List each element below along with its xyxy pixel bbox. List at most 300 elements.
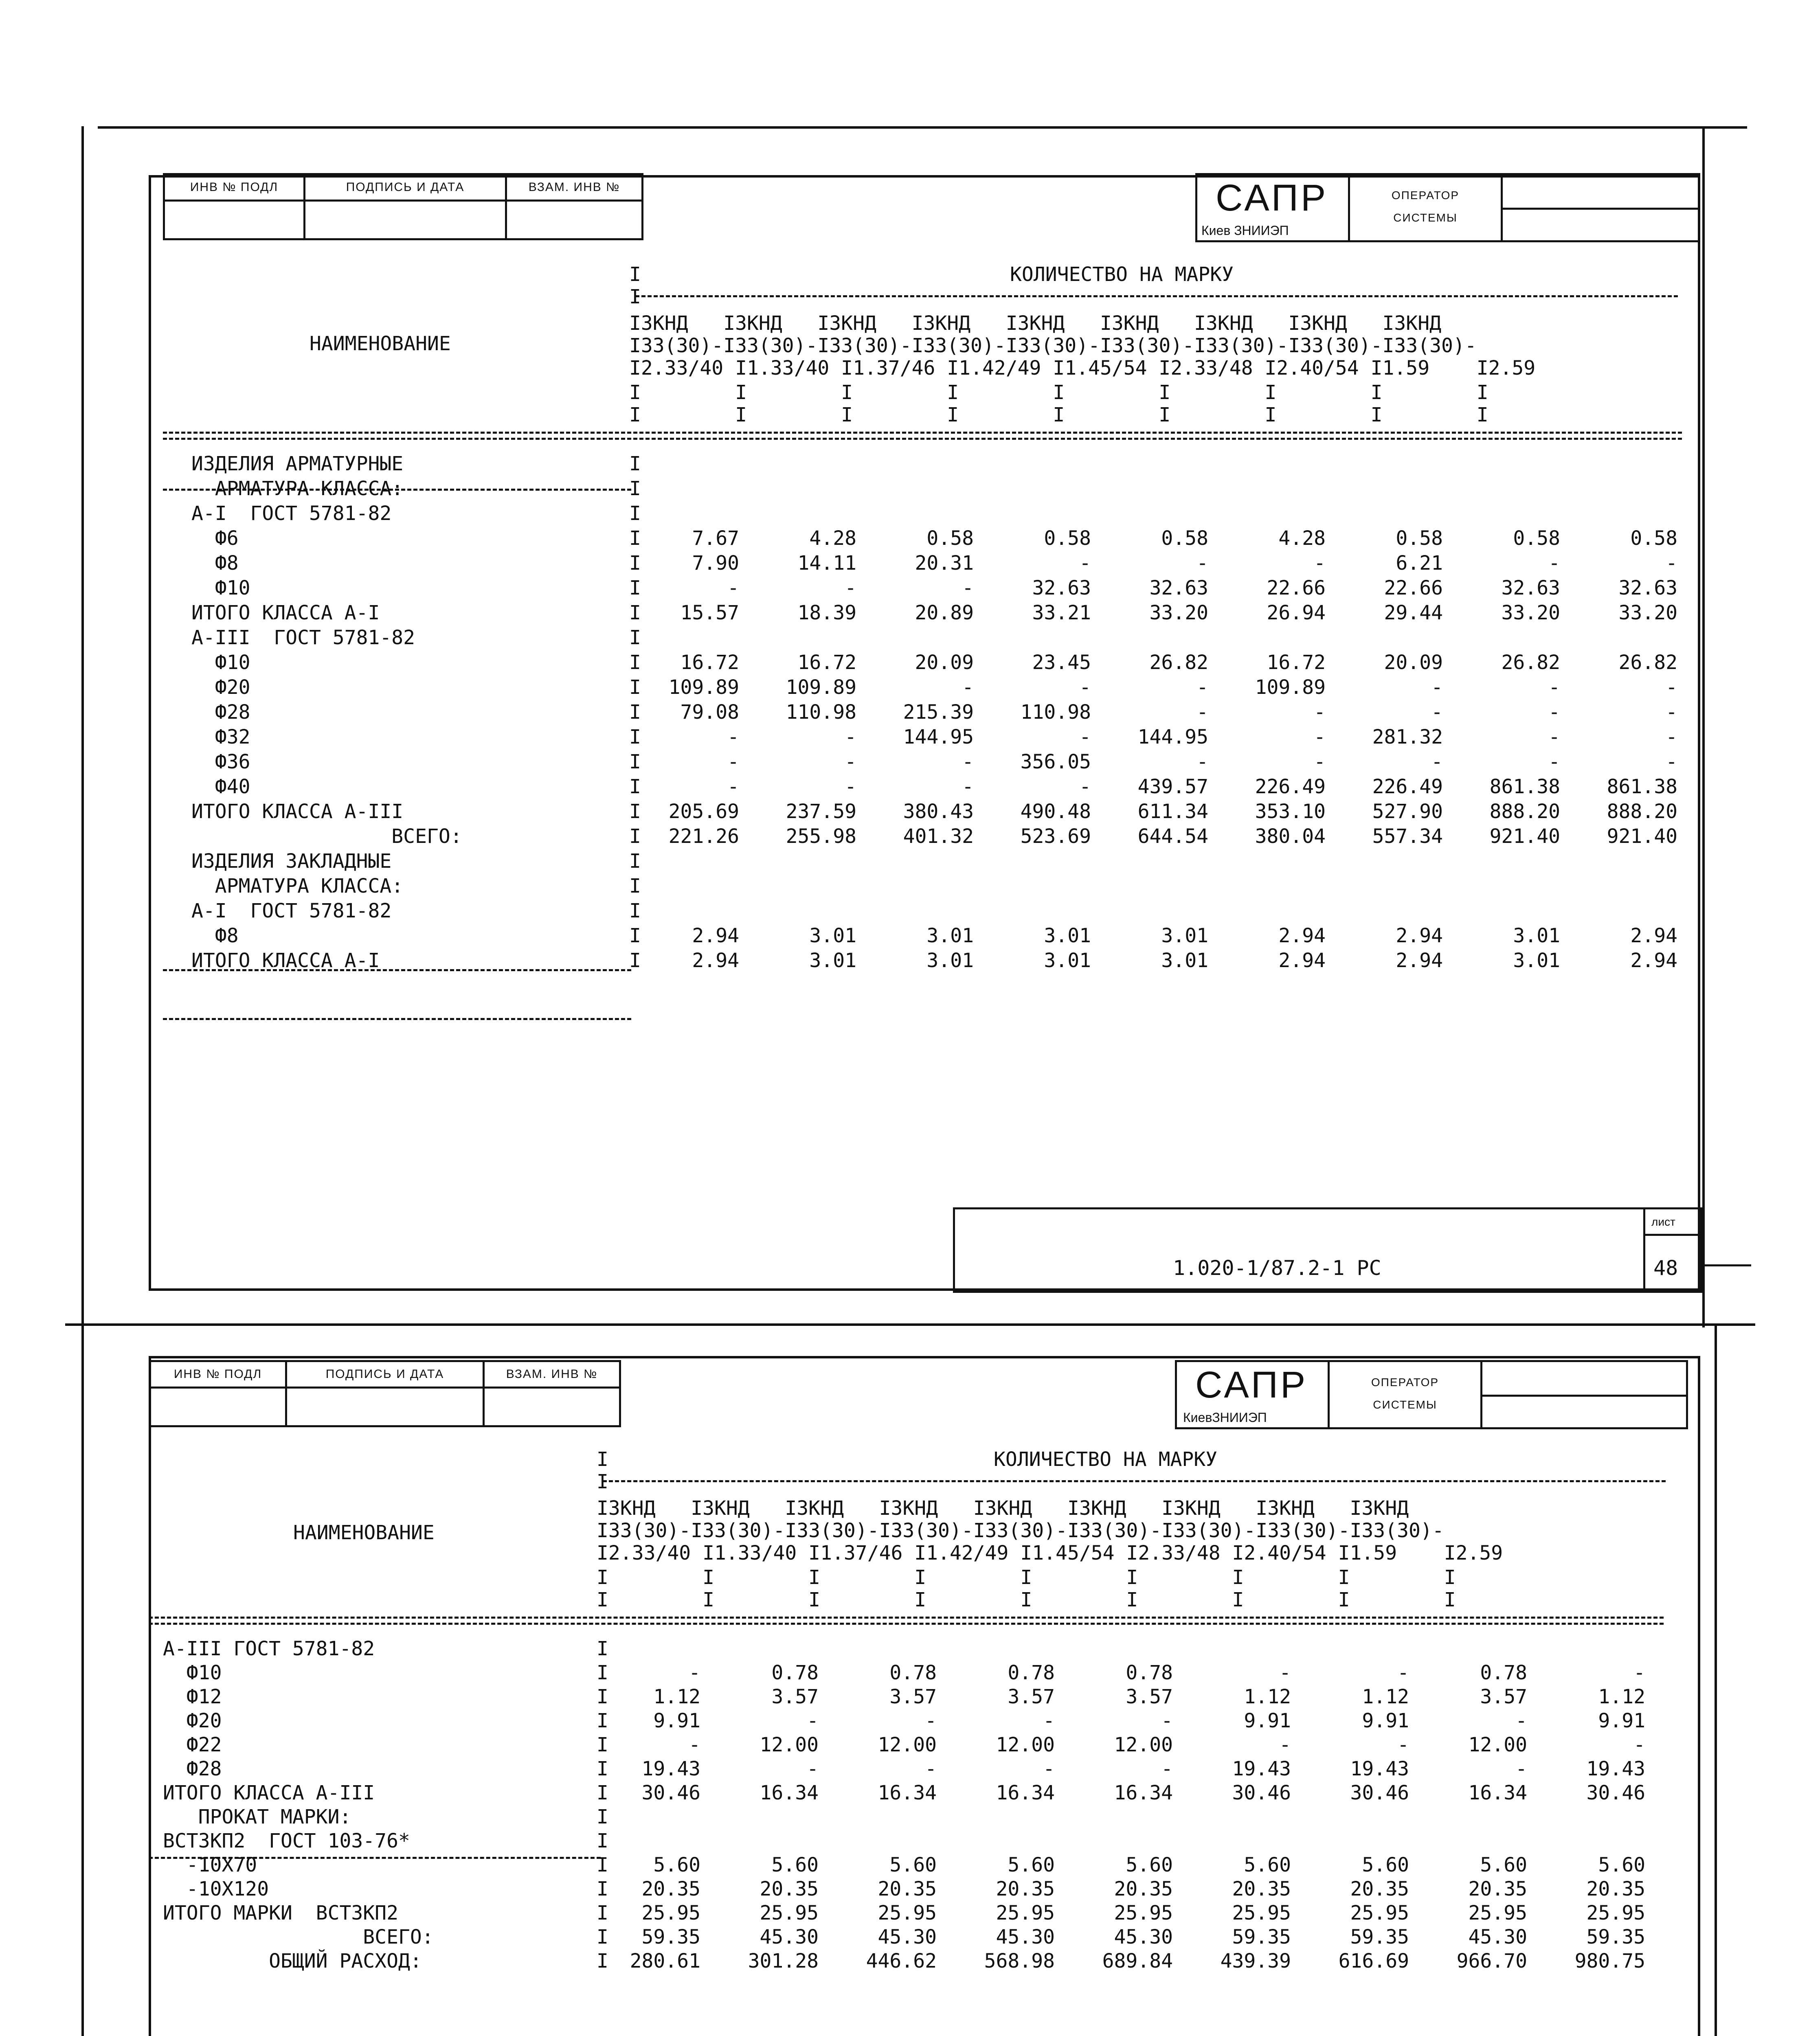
stamp-cell-inv: ИНВ № ПОДЛ bbox=[163, 173, 305, 202]
row-label: ИТОГО КЛАССА А-III bbox=[191, 800, 404, 823]
table-cell: 9.91 bbox=[1244, 1709, 1291, 1732]
row-column-marker: I bbox=[629, 601, 641, 624]
table-cell: 0.78 bbox=[771, 1661, 819, 1684]
table-cell: 0.58 bbox=[926, 527, 974, 550]
table-cell: - bbox=[1548, 676, 1560, 699]
table-cell: 3.01 bbox=[926, 924, 974, 947]
row-label: Ф28 bbox=[163, 1757, 222, 1780]
table-cell: 255.98 bbox=[786, 825, 856, 848]
table-cell: 109.89 bbox=[786, 676, 856, 699]
row-column-marker: I bbox=[597, 1830, 608, 1852]
table-cell: 2.94 bbox=[1630, 924, 1677, 947]
qty2-title: КОЛИЧЕСТВО НА МАРКУ bbox=[994, 1448, 1218, 1471]
row-column-marker: I bbox=[629, 775, 641, 798]
table-cell: - bbox=[1197, 701, 1208, 724]
name-col-header-2: НАИМЕНОВАНИЕ bbox=[293, 1521, 435, 1544]
row-column-marker: I bbox=[597, 1637, 608, 1660]
table-cell: 9.91 bbox=[1598, 1709, 1645, 1732]
table-cell: 25.95 bbox=[760, 1902, 819, 1924]
table-cell: 980.75 bbox=[1574, 1950, 1645, 1972]
table-cell: - bbox=[689, 1733, 700, 1756]
table-cell: 20.35 bbox=[641, 1878, 700, 1900]
table-cell: - bbox=[1314, 750, 1326, 773]
table-cell: 3.57 bbox=[1480, 1685, 1527, 1708]
row-label: А-I ГОСТ 5781-82 bbox=[191, 502, 392, 525]
table-cell: 439.57 bbox=[1137, 775, 1208, 798]
table-cell: - bbox=[1548, 552, 1560, 575]
table-cell: 5.60 bbox=[653, 1854, 700, 1876]
table-cell: 59.35 bbox=[1350, 1926, 1409, 1948]
stamp2-cell-empty-2 bbox=[285, 1387, 485, 1427]
marks-line-3: I2.33/40 I1.33/40 I1.37/46 I1.42/49 I1.45/54 I2.33/48 I2.40/54 I1.59 I2.59 bbox=[629, 357, 1536, 380]
table-cell: - bbox=[727, 750, 739, 773]
table-cell: - bbox=[1079, 676, 1091, 699]
table-cell: 20.35 bbox=[760, 1878, 819, 1900]
sheet-48-edge-tick bbox=[1702, 1264, 1751, 1266]
header-marker-1: I bbox=[629, 263, 641, 286]
table-cell: - bbox=[1515, 1709, 1527, 1732]
table-cell: 18.39 bbox=[797, 601, 856, 624]
table-cell: 301.28 bbox=[748, 1950, 819, 1972]
table-cell: 2.94 bbox=[1278, 924, 1326, 947]
table-cell: 2.94 bbox=[1396, 949, 1443, 972]
table-cell: - bbox=[1633, 1661, 1645, 1684]
table-cell: - bbox=[1548, 750, 1560, 773]
row-column-marker: I bbox=[597, 1709, 608, 1732]
table-cell: 20.35 bbox=[1114, 1878, 1173, 1900]
table-cell: 25.95 bbox=[878, 1902, 937, 1924]
marks-line-1: I3КНД I3КНД I3КНД I3КНД I3КНД I3КНД I3КНД I3КНД I3КНД bbox=[629, 312, 1441, 335]
table-cell: 0.78 bbox=[1480, 1661, 1527, 1684]
table-cell: - bbox=[807, 1709, 819, 1732]
row-column-marker: I bbox=[597, 1661, 608, 1684]
header2-column-markers-1: I I I I I I I I I bbox=[597, 1566, 1456, 1589]
table-cell: 611.34 bbox=[1137, 800, 1208, 823]
sapr-org: Киев ЗНИИЭП bbox=[1201, 223, 1289, 238]
table-cell: 523.69 bbox=[1020, 825, 1091, 848]
table-cell: 22.66 bbox=[1267, 577, 1326, 599]
sheet-48-list-label: лист bbox=[1651, 1215, 1675, 1228]
stamp2-cell-replace: ВЗАМ. ИНВ № bbox=[483, 1360, 621, 1389]
table-cell: 5.60 bbox=[1244, 1854, 1291, 1876]
table-cell: 2.94 bbox=[1396, 924, 1443, 947]
table-cell: 921.40 bbox=[1607, 825, 1677, 848]
sheet-48-list-rule bbox=[1643, 1234, 1702, 1236]
table-cell: 0.58 bbox=[1396, 527, 1443, 550]
page-edge-left bbox=[81, 126, 84, 2036]
table-cell: 20.09 bbox=[915, 651, 974, 674]
sapr-logo: САПР bbox=[1216, 177, 1328, 219]
row-label: ИТОГО КЛАССА А-I bbox=[191, 949, 380, 972]
table-cell: - bbox=[1431, 676, 1443, 699]
table-cell: 4.28 bbox=[1278, 527, 1326, 550]
table-cell: 3.01 bbox=[1044, 949, 1091, 972]
table-cell: 16.34 bbox=[1114, 1782, 1173, 1804]
header-double-rule bbox=[163, 432, 1682, 440]
row-label: Ф22 bbox=[163, 1733, 222, 1756]
table-cell: - bbox=[1314, 726, 1326, 748]
table-cell: 79.08 bbox=[680, 701, 739, 724]
table-cell: 25.95 bbox=[1350, 1902, 1409, 1924]
table-cell: 281.32 bbox=[1372, 726, 1443, 748]
table-cell: 20.35 bbox=[1232, 1878, 1291, 1900]
header-column-markers-2: I I I I I I I I I bbox=[629, 404, 1488, 426]
row-label: А-III ГОСТ 5781-82 bbox=[163, 1637, 375, 1660]
table-cell: 30.46 bbox=[1586, 1782, 1645, 1804]
operator-line-2: СИСТЕМЫ bbox=[1393, 211, 1458, 224]
section2-rule-1 bbox=[149, 1857, 601, 1859]
table-cell: - bbox=[689, 1661, 700, 1684]
table-cell: 861.38 bbox=[1489, 775, 1560, 798]
row-label: ПРОКАТ МАРКИ: bbox=[163, 1806, 351, 1828]
table-cell: 5.60 bbox=[1362, 1854, 1409, 1876]
table-cell: 1.12 bbox=[1244, 1685, 1291, 1708]
table-cell: - bbox=[1666, 750, 1677, 773]
table-cell: 557.34 bbox=[1372, 825, 1443, 848]
table-cell: - bbox=[845, 775, 856, 798]
row-label: ВСЕГО: bbox=[191, 825, 462, 848]
row-label: Ф36 bbox=[191, 750, 250, 773]
table-cell: 30.46 bbox=[1350, 1782, 1409, 1804]
table-cell: 0.58 bbox=[1044, 527, 1091, 550]
row-label: Ф32 bbox=[191, 726, 250, 748]
header-marker-2: I bbox=[629, 285, 641, 308]
table-cell: 2.94 bbox=[1630, 949, 1677, 972]
row-column-marker: I bbox=[597, 1782, 608, 1804]
table-cell: 12.00 bbox=[996, 1733, 1055, 1756]
row-label: -10Х120 bbox=[163, 1878, 269, 1900]
operator2-line-1: ОПЕРАТОР bbox=[1371, 1376, 1439, 1389]
table-cell: - bbox=[727, 726, 739, 748]
row-label: Ф10 bbox=[191, 651, 250, 674]
stamp2-cell-empty-1 bbox=[149, 1387, 287, 1427]
row-label: ВСТ3КП2 ГОСТ 103-76* bbox=[163, 1830, 410, 1852]
table-cell: - bbox=[962, 577, 974, 599]
table-cell: 110.98 bbox=[1020, 701, 1091, 724]
page-divider bbox=[65, 1323, 1755, 1326]
qty-title-rule bbox=[635, 295, 1678, 297]
table-cell: 25.95 bbox=[1468, 1902, 1527, 1924]
table-cell: 32.63 bbox=[1618, 577, 1677, 599]
marks-line-2: I33(30)-I33(30)-I33(30)-I33(30)-I33(30)-I33(30)-I33(30)-I33(30)-I33(30)- bbox=[629, 334, 1477, 357]
sheet-48-title-block bbox=[953, 1207, 1645, 1293]
table-cell: - bbox=[1043, 1709, 1055, 1732]
table-cell: 226.49 bbox=[1372, 775, 1443, 798]
stamp-cell-replace: ВЗАМ. ИНВ № bbox=[505, 173, 643, 202]
row-column-marker: I bbox=[597, 1685, 608, 1708]
table-cell: 644.54 bbox=[1137, 825, 1208, 848]
table-cell: - bbox=[1548, 726, 1560, 748]
table-cell: - bbox=[1079, 726, 1091, 748]
row-column-marker: I bbox=[597, 1806, 608, 1828]
row-column-marker: I bbox=[629, 701, 641, 724]
row-column-marker: I bbox=[629, 552, 641, 575]
row-column-marker: I bbox=[597, 1854, 608, 1876]
table-cell: 0.58 bbox=[1513, 527, 1560, 550]
table-cell: 7.90 bbox=[692, 552, 739, 575]
table-cell: 26.94 bbox=[1267, 601, 1326, 624]
table-cell: 380.04 bbox=[1255, 825, 1326, 848]
row-label: Ф12 bbox=[163, 1685, 222, 1708]
table-cell: 205.69 bbox=[668, 800, 739, 823]
table-cell: - bbox=[962, 775, 974, 798]
row-column-marker: I bbox=[629, 502, 641, 525]
row-column-marker: I bbox=[629, 750, 641, 773]
row-label: АРМАТУРА КЛАССА: bbox=[191, 477, 404, 500]
table-cell: 5.60 bbox=[889, 1854, 937, 1876]
row-column-marker: I bbox=[629, 800, 641, 823]
row-column-marker: I bbox=[597, 1902, 608, 1924]
table-cell: 16.34 bbox=[1468, 1782, 1527, 1804]
table-cell: 16.72 bbox=[1267, 651, 1326, 674]
table-cell: 20.31 bbox=[915, 552, 974, 575]
table-cell: 16.34 bbox=[878, 1782, 937, 1804]
table-cell: - bbox=[1666, 726, 1677, 748]
sapr2-org: КиевЗНИИЭП bbox=[1183, 1410, 1267, 1425]
table-cell: 25.95 bbox=[996, 1902, 1055, 1924]
table-cell: 29.44 bbox=[1384, 601, 1443, 624]
table-cell: 0.78 bbox=[1008, 1661, 1055, 1684]
table-cell: 2.94 bbox=[692, 949, 739, 972]
row-label: ОБЩИЙ РАСХОД: bbox=[163, 1950, 422, 1972]
row-column-marker: I bbox=[629, 626, 641, 649]
table-cell: 1.12 bbox=[1362, 1685, 1409, 1708]
table-cell: - bbox=[1397, 1733, 1409, 1756]
row-column-marker: I bbox=[629, 726, 641, 748]
table-cell: 2.94 bbox=[1278, 949, 1326, 972]
table-cell: 32.63 bbox=[1149, 577, 1208, 599]
table-cell: 353.10 bbox=[1255, 800, 1326, 823]
header2-marker-1: I bbox=[597, 1448, 608, 1471]
name-col-header: НАИМЕНОВАНИЕ bbox=[310, 332, 451, 355]
table-cell: - bbox=[1515, 1757, 1527, 1780]
stamp2-cell-empty-3 bbox=[483, 1387, 621, 1427]
table-cell: - bbox=[845, 577, 856, 599]
row-column-marker: I bbox=[629, 676, 641, 699]
table-cell: 446.62 bbox=[866, 1950, 937, 1972]
table-cell: - bbox=[1279, 1733, 1291, 1756]
table-cell: 12.00 bbox=[760, 1733, 819, 1756]
table-cell: 5.60 bbox=[1008, 1854, 1055, 1876]
stamp2-cell-inv: ИНВ № ПОДЛ bbox=[149, 1360, 287, 1389]
qty2-title-rule bbox=[603, 1480, 1666, 1482]
row-column-marker: I bbox=[629, 875, 641, 897]
table-cell: 3.57 bbox=[889, 1685, 937, 1708]
table-cell: 1.12 bbox=[653, 1685, 700, 1708]
table-cell: 16.72 bbox=[680, 651, 739, 674]
table-cell: 861.38 bbox=[1607, 775, 1677, 798]
row-column-marker: I bbox=[629, 949, 641, 972]
operator-box bbox=[1348, 173, 1503, 242]
row-column-marker: I bbox=[629, 452, 641, 475]
row-label: -10Х70 bbox=[163, 1854, 257, 1876]
row-label: Ф8 bbox=[191, 552, 239, 575]
table-cell: 32.63 bbox=[1501, 577, 1560, 599]
page-edge-right-2 bbox=[1715, 1323, 1717, 2036]
table-cell: 45.30 bbox=[760, 1926, 819, 1948]
table-cell: 3.01 bbox=[1161, 949, 1208, 972]
table-cell: - bbox=[1079, 552, 1091, 575]
table-cell: 356.05 bbox=[1020, 750, 1091, 773]
table-cell: 2.94 bbox=[692, 924, 739, 947]
table-cell: 7.67 bbox=[692, 527, 739, 550]
section-rule-1 bbox=[163, 489, 631, 491]
table-cell: 3.01 bbox=[1044, 924, 1091, 947]
row-label: ИЗДЕЛИЯ АРМАТУРНЫЕ bbox=[191, 452, 404, 475]
table-cell: 3.01 bbox=[809, 949, 856, 972]
table-cell: - bbox=[1161, 1709, 1173, 1732]
marks2-line-3: I2.33/40 I1.33/40 I1.37/46 I1.42/49 I1.45/54 I2.33/48 I2.40/54 I1.59 I2.59 bbox=[597, 1542, 1503, 1564]
table-cell: 966.70 bbox=[1456, 1950, 1527, 1972]
row-label: Ф10 bbox=[163, 1661, 222, 1684]
operator-field-line bbox=[1503, 208, 1698, 210]
section-rule-2 bbox=[163, 969, 631, 971]
table-cell: 0.78 bbox=[889, 1661, 937, 1684]
row-column-marker: I bbox=[629, 477, 641, 500]
table-cell: - bbox=[1079, 775, 1091, 798]
sapr2-logo: САПР bbox=[1195, 1364, 1308, 1406]
table-cell: 45.30 bbox=[1114, 1926, 1173, 1948]
stamp-cell-empty-1 bbox=[163, 200, 305, 240]
table-cell: 20.35 bbox=[1350, 1878, 1409, 1900]
table-cell: 888.20 bbox=[1489, 800, 1560, 823]
sheet-48-list-number: 48 bbox=[1653, 1256, 1678, 1280]
table-cell: 109.89 bbox=[1255, 676, 1326, 699]
row-column-marker: I bbox=[629, 825, 641, 848]
table-cell: 9.91 bbox=[653, 1709, 700, 1732]
table-cell: 45.30 bbox=[996, 1926, 1055, 1948]
table-cell: 30.46 bbox=[1232, 1782, 1291, 1804]
operator-line-1: ОПЕРАТОР bbox=[1391, 189, 1460, 202]
table-cell: - bbox=[845, 726, 856, 748]
row-label: ИТОГО КЛАССА А-I bbox=[191, 601, 380, 624]
table-cell: 3.57 bbox=[1008, 1685, 1055, 1708]
table-cell: - bbox=[1161, 1757, 1173, 1780]
table-cell: 25.95 bbox=[641, 1902, 700, 1924]
row-column-marker: I bbox=[597, 1950, 608, 1972]
table-cell: 16.72 bbox=[797, 651, 856, 674]
row-label: Ф10 bbox=[191, 577, 250, 599]
row-label: ВСЕГО: bbox=[163, 1926, 434, 1948]
marks2-line-1: I3КНД I3КНД I3КНД I3КНД I3КНД I3КНД I3КНД I3КНД I3КНД bbox=[597, 1497, 1409, 1520]
table-cell: 19.43 bbox=[641, 1757, 700, 1780]
table-cell: 888.20 bbox=[1607, 800, 1677, 823]
section-rule-3 bbox=[163, 1018, 631, 1020]
table-cell: 3.57 bbox=[771, 1685, 819, 1708]
table-cell: 380.43 bbox=[903, 800, 974, 823]
table-cell: - bbox=[1431, 750, 1443, 773]
row-label: АРМАТУРА КЛАССА: bbox=[191, 875, 404, 897]
table-cell: 23.45 bbox=[1032, 651, 1091, 674]
row-label: Ф40 bbox=[191, 775, 250, 798]
table-cell: 19.43 bbox=[1350, 1757, 1409, 1780]
stamp2-cell-signature: ПОДПИСЬ И ДАТА bbox=[285, 1360, 485, 1389]
row-column-marker: I bbox=[629, 924, 641, 947]
table-cell: 9.91 bbox=[1362, 1709, 1409, 1732]
header2-marker-2: I bbox=[597, 1470, 608, 1493]
row-label: Ф20 bbox=[191, 676, 250, 699]
table-cell: 144.95 bbox=[1137, 726, 1208, 748]
table-cell: 59.35 bbox=[1232, 1926, 1291, 1948]
table-cell: - bbox=[727, 775, 739, 798]
table-cell: - bbox=[962, 750, 974, 773]
table-cell: 15.57 bbox=[680, 601, 739, 624]
table-cell: - bbox=[1548, 701, 1560, 724]
table-cell: 3.01 bbox=[926, 949, 974, 972]
table-cell: - bbox=[1397, 1661, 1409, 1684]
table-cell: - bbox=[807, 1757, 819, 1780]
table-cell: 16.34 bbox=[996, 1782, 1055, 1804]
table-cell: - bbox=[925, 1709, 937, 1732]
table-cell: 20.35 bbox=[1468, 1878, 1527, 1900]
table-cell: 19.43 bbox=[1232, 1757, 1291, 1780]
table-cell: 12.00 bbox=[1468, 1733, 1527, 1756]
table-cell: 280.61 bbox=[630, 1950, 700, 1972]
table-cell: 110.98 bbox=[786, 701, 856, 724]
table-cell: 0.78 bbox=[1126, 1661, 1173, 1684]
table-cell: 921.40 bbox=[1489, 825, 1560, 848]
table-cell: 3.57 bbox=[1126, 1685, 1173, 1708]
header2-double-rule bbox=[149, 1617, 1664, 1625]
page-edge-top bbox=[98, 126, 1747, 129]
row-column-marker: I bbox=[597, 1733, 608, 1756]
marks2-line-2: I33(30)-I33(30)-I33(30)-I33(30)-I33(30)-I33(30)-I33(30)-I33(30)-I33(30)- bbox=[597, 1519, 1444, 1542]
row-column-marker: I bbox=[629, 850, 641, 873]
table-cell: 439.39 bbox=[1220, 1950, 1291, 1972]
stamp-cell-signature: ПОДПИСЬ И ДАТА bbox=[303, 173, 507, 202]
sheet-48-doc-code: 1.020-1/87.2-1 РС bbox=[1173, 1256, 1381, 1280]
table-cell: 0.58 bbox=[1630, 527, 1677, 550]
table-cell: 3.01 bbox=[1513, 924, 1560, 947]
header-column-markers-1: I I I I I I I I I bbox=[629, 381, 1488, 404]
table-cell: 45.30 bbox=[1468, 1926, 1527, 1948]
table-cell: 25.95 bbox=[1114, 1902, 1173, 1924]
operator2-field-line bbox=[1482, 1395, 1686, 1397]
table-cell: 20.35 bbox=[1586, 1878, 1645, 1900]
table-cell: 26.82 bbox=[1618, 651, 1677, 674]
table-cell: 490.48 bbox=[1020, 800, 1091, 823]
row-column-marker: I bbox=[629, 651, 641, 674]
table-cell: 6.21 bbox=[1396, 552, 1443, 575]
table-cell: 26.82 bbox=[1149, 651, 1208, 674]
row-column-marker: I bbox=[597, 1926, 608, 1948]
table-cell: 109.89 bbox=[668, 676, 739, 699]
row-column-marker: I bbox=[597, 1878, 608, 1900]
row-label: ИТОГО МАРКИ ВСТ3КП2 bbox=[163, 1902, 398, 1924]
table-cell: 215.39 bbox=[903, 701, 974, 724]
row-label: Ф20 bbox=[163, 1709, 222, 1732]
table-cell: 33.20 bbox=[1618, 601, 1677, 624]
row-label: А-III ГОСТ 5781-82 bbox=[191, 626, 415, 649]
row-label: Ф8 bbox=[191, 924, 239, 947]
table-cell: 45.30 bbox=[878, 1926, 937, 1948]
table-cell: - bbox=[1633, 1733, 1645, 1756]
table-cell: 12.00 bbox=[878, 1733, 937, 1756]
table-cell: 33.21 bbox=[1032, 601, 1091, 624]
row-column-marker: I bbox=[629, 577, 641, 599]
table-cell: - bbox=[1431, 701, 1443, 724]
table-cell: 25.95 bbox=[1232, 1902, 1291, 1924]
table-cell: 237.59 bbox=[786, 800, 856, 823]
table-cell: - bbox=[1314, 552, 1326, 575]
table-cell: - bbox=[1314, 701, 1326, 724]
table-cell: 568.98 bbox=[984, 1950, 1055, 1972]
row-label: ИТОГО КЛАССА А-III bbox=[163, 1782, 375, 1804]
row-label: Ф28 bbox=[191, 701, 250, 724]
table-cell: 527.90 bbox=[1372, 800, 1443, 823]
table-cell: - bbox=[1279, 1661, 1291, 1684]
table-cell: 12.00 bbox=[1114, 1733, 1173, 1756]
